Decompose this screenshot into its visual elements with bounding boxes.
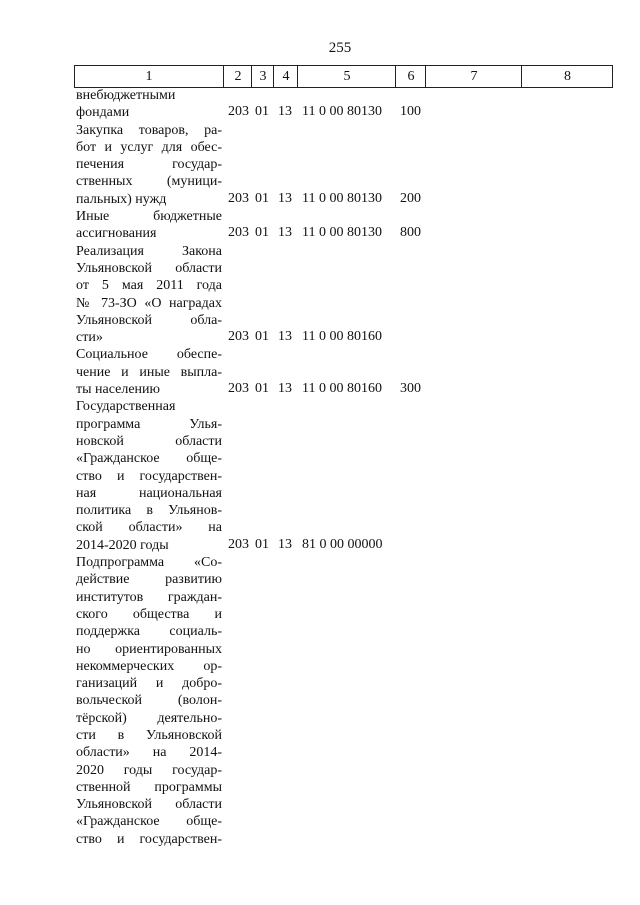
- column-4-value: 13: [278, 536, 292, 552]
- description-line: № 73-ЗО «О наградах: [76, 295, 222, 311]
- page-number: 255: [328, 40, 352, 56]
- column-2-value: 203: [228, 329, 249, 345]
- description-line: новской области: [76, 433, 222, 449]
- column-header-1: 1: [145, 69, 153, 84]
- description-line: фондами: [76, 105, 130, 121]
- description-line: ство и государствен-: [76, 468, 222, 484]
- description-line: Государственная: [76, 399, 176, 415]
- column-header-3: 3: [251, 66, 274, 87]
- table-column-header: [74, 65, 613, 88]
- description-line: ской области» на: [76, 520, 222, 536]
- description-line: программа Улья-: [76, 416, 222, 432]
- description-line: политика в Ульянов-: [76, 503, 222, 519]
- column-header-4: 4: [273, 66, 298, 87]
- description-line: но ориентированных: [76, 641, 222, 657]
- description-line: сти»: [76, 330, 103, 346]
- column-header-8: 8: [521, 66, 613, 87]
- column-2-value: 203: [228, 104, 249, 120]
- description-line: «Гражданское обще-: [76, 814, 222, 830]
- description-line: внебюджетными: [76, 88, 176, 103]
- column-2-value: 203: [228, 225, 249, 241]
- description-line: области» на 2014-: [76, 745, 222, 761]
- description-line: институтов граждан-: [76, 589, 222, 605]
- column-header-2: 2: [223, 66, 252, 87]
- description-line: Ульяновской области: [76, 260, 222, 276]
- column-2-value: 203: [228, 190, 249, 206]
- target-article-code: 11 0 00 80160: [302, 381, 382, 397]
- description-line: Реализация Закона: [76, 243, 222, 259]
- expense-type-code: 200: [400, 190, 421, 206]
- description-line: пальных) нужд: [76, 191, 167, 207]
- expense-type-code: 300: [400, 381, 421, 397]
- description-line: тёрской) деятельно-: [76, 710, 222, 726]
- description-line: поддержка социаль-: [76, 624, 222, 640]
- description-line: 2014-2020 годы: [76, 537, 169, 553]
- target-article-code: 11 0 00 80130: [302, 104, 382, 120]
- column-3-value: 01: [255, 104, 269, 120]
- description-line: ная национальная: [76, 485, 222, 501]
- column-3-value: 01: [255, 536, 269, 552]
- target-article-code: 11 0 00 80130: [302, 190, 382, 206]
- description-line: ского общества и: [76, 606, 222, 622]
- description-line: Подпрограмма «Со-: [76, 555, 222, 571]
- description-line: ство и государствен-: [76, 831, 222, 847]
- description-line: сти в Ульяновской: [76, 727, 222, 743]
- description-line: ассигнования: [76, 226, 157, 242]
- description-line: вольческой (волон-: [76, 693, 222, 709]
- column-4-value: 13: [278, 329, 292, 345]
- description-line: Закупка товаров, ра-: [76, 122, 222, 138]
- column-4-value: 13: [278, 190, 292, 206]
- description-line: бот и услуг для обес-: [76, 139, 222, 155]
- description-line: «Гражданское обще-: [76, 451, 222, 467]
- column-4-value: 13: [278, 381, 292, 397]
- description-line: некоммерческих ор-: [76, 658, 222, 674]
- column-header-6: 6: [395, 66, 426, 87]
- description-line: Иные бюджетные: [76, 209, 222, 225]
- column-2-value: 203: [228, 381, 249, 397]
- target-article-code: 11 0 00 80130: [302, 225, 382, 241]
- column-4-value: 13: [278, 225, 292, 241]
- target-article-code: 11 0 00 80160: [302, 329, 382, 345]
- description-line: чение и иные выпла-: [76, 364, 222, 380]
- column-3-value: 01: [255, 381, 269, 397]
- description-line: от 5 мая 2011 года: [76, 278, 222, 294]
- expense-type-code: 100: [400, 104, 421, 120]
- description-line: Ульяновской области: [76, 797, 222, 813]
- expense-type-code: 800: [400, 225, 421, 241]
- description-line: ты населению: [76, 382, 160, 398]
- description-line: действие развитию: [76, 572, 222, 588]
- column-header-7: 7: [425, 66, 522, 87]
- description-line: 2020 годы государ-: [76, 762, 222, 778]
- column-header-5: 5: [297, 66, 396, 87]
- description-line: печения государ-: [76, 157, 222, 173]
- column-3-value: 01: [255, 225, 269, 241]
- column-3-value: 01: [255, 190, 269, 206]
- target-article-code: 81 0 00 00000: [302, 536, 383, 552]
- column-4-value: 13: [278, 104, 292, 120]
- description-line: ственных (муници-: [76, 174, 222, 190]
- description-line: Социальное обеспе-: [76, 347, 222, 363]
- row-descriptions: [76, 87, 222, 848]
- description-line: ственной программы: [76, 779, 222, 795]
- column-3-value: 01: [255, 329, 269, 345]
- column-2-value: 203: [228, 536, 249, 552]
- description-line: ганизаций и добро-: [76, 676, 222, 692]
- description-line: Ульяновской обла-: [76, 312, 222, 328]
